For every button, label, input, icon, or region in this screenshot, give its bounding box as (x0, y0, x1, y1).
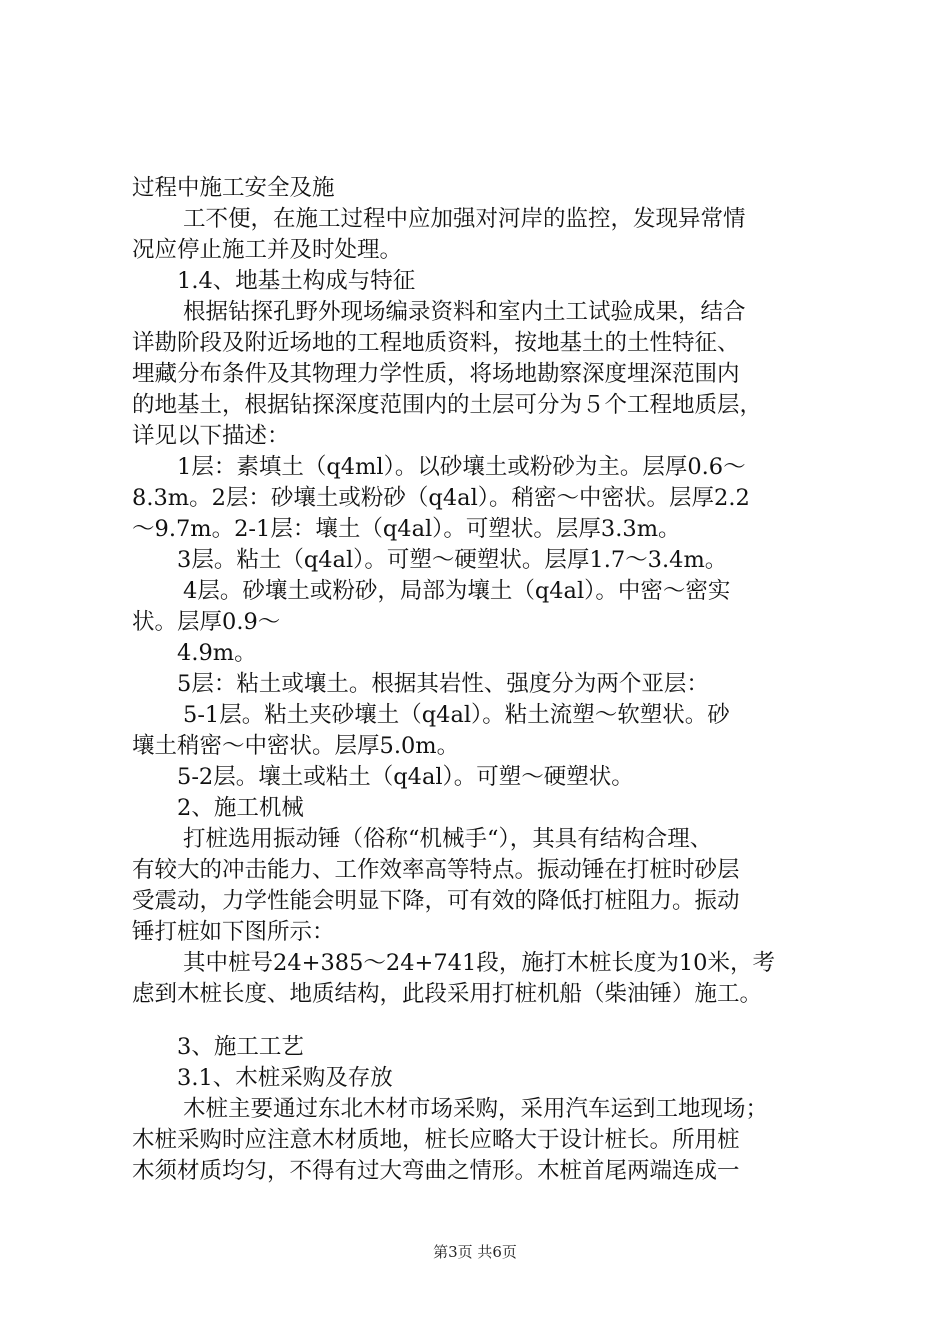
text-line: 锤打桩如下图所示： (132, 919, 335, 945)
text-line: 木桩主要通过东北木材市场采购，采用汽车运到工地现场； (183, 1096, 769, 1122)
text-line: ～9.7m。2-1层：壤土（q4al）。可塑状。层厚3.3m。 (132, 516, 681, 542)
text-line: 木桩采购时应注意木材质地，桩长应略大于设计桩长。所用桩 (132, 1127, 740, 1153)
section-heading: 1.4、地基土构成与特征 (177, 268, 416, 294)
text-line: 受震动，力学性能会明显下降，可有效的降低打桩阻力。振动 (132, 888, 740, 914)
text-line: 1层：素填土（q4ml）。以砂壤土或粉砂为主。层厚0.6～ (177, 454, 746, 480)
text-line: 根据钻探孔野外现场编录资料和室内土工试验成果，结合 (183, 299, 746, 325)
text-line: 状。层厚0.9～ (132, 609, 281, 635)
section-heading: 2、施工机械 (177, 795, 304, 821)
text-line: 的地基土，根据钻探深度范围内的土层可分为５个工程地质层， (132, 392, 763, 418)
text-line: 埋藏分布条件及其物理力学性质，将场地勘察深度埋深范围内 (132, 361, 740, 387)
text-line: 5-2层。壤土或粘土（q4al）。可塑～硬塑状。 (177, 764, 634, 790)
text-line: 3层。粘土（q4al）。可塑～硬塑状。层厚1.7～3.4m。 (177, 547, 728, 573)
paragraph-gap (132, 1010, 832, 1032)
text-line: 工不便，在施工过程中应加强对河岸的监控，发现异常情 (183, 206, 746, 232)
text-line: 有较大的冲击能力、工作效率高等特点。振动锤在打桩时砂层 (132, 857, 740, 883)
text-line: 详勘阶段及附近场地的工程地质资料，按地基土的土性特征、 (132, 330, 740, 356)
text-line: 况应停止施工并及时处理。 (132, 237, 403, 263)
text-line: 打桩选用振动锤（俗称“机械手“），其具有结构合理、 (183, 826, 713, 852)
section-heading: 3、施工工艺 (177, 1034, 304, 1060)
text-line: 过程中施工安全及施 (132, 175, 335, 201)
text-line: 壤土稍密～中密状。层厚5.0m。 (132, 733, 460, 759)
text-line: 木须材质均匀，不得有过大弯曲之情形。木桩首尾两端连成一 (132, 1158, 740, 1184)
text-line: 8.3m。2层：砂壤土或粉砂（q4al）。稍密～中密状。层厚2.2 (132, 485, 750, 511)
text-line: 虑到木桩长度、地质结构，此段采用打桩机船（柴油锤）施工。 (132, 981, 763, 1007)
text-line: 4.9m。 (177, 640, 257, 666)
document-body (132, 173, 832, 1187)
section-heading: 3.1、木桩采购及存放 (177, 1065, 393, 1091)
page-footer: 第3页 共6页 (433, 1243, 517, 1261)
text-line: 详见以下描述： (132, 423, 290, 449)
text-line: 其中桩号24+385～24+741段，施打木桩长度为10米，考 (183, 950, 775, 976)
text-line: 4层。砂壤土或粉砂，局部为壤土（q4al）。中密～密实 (183, 578, 731, 604)
text-line: 5-1层。粘土夹砂壤土（q4al）。粘土流塑～软塑状。砂 (183, 702, 730, 728)
text-line: 5层：粘土或壤土。根据其岩性、强度分为两个亚层： (177, 671, 709, 697)
